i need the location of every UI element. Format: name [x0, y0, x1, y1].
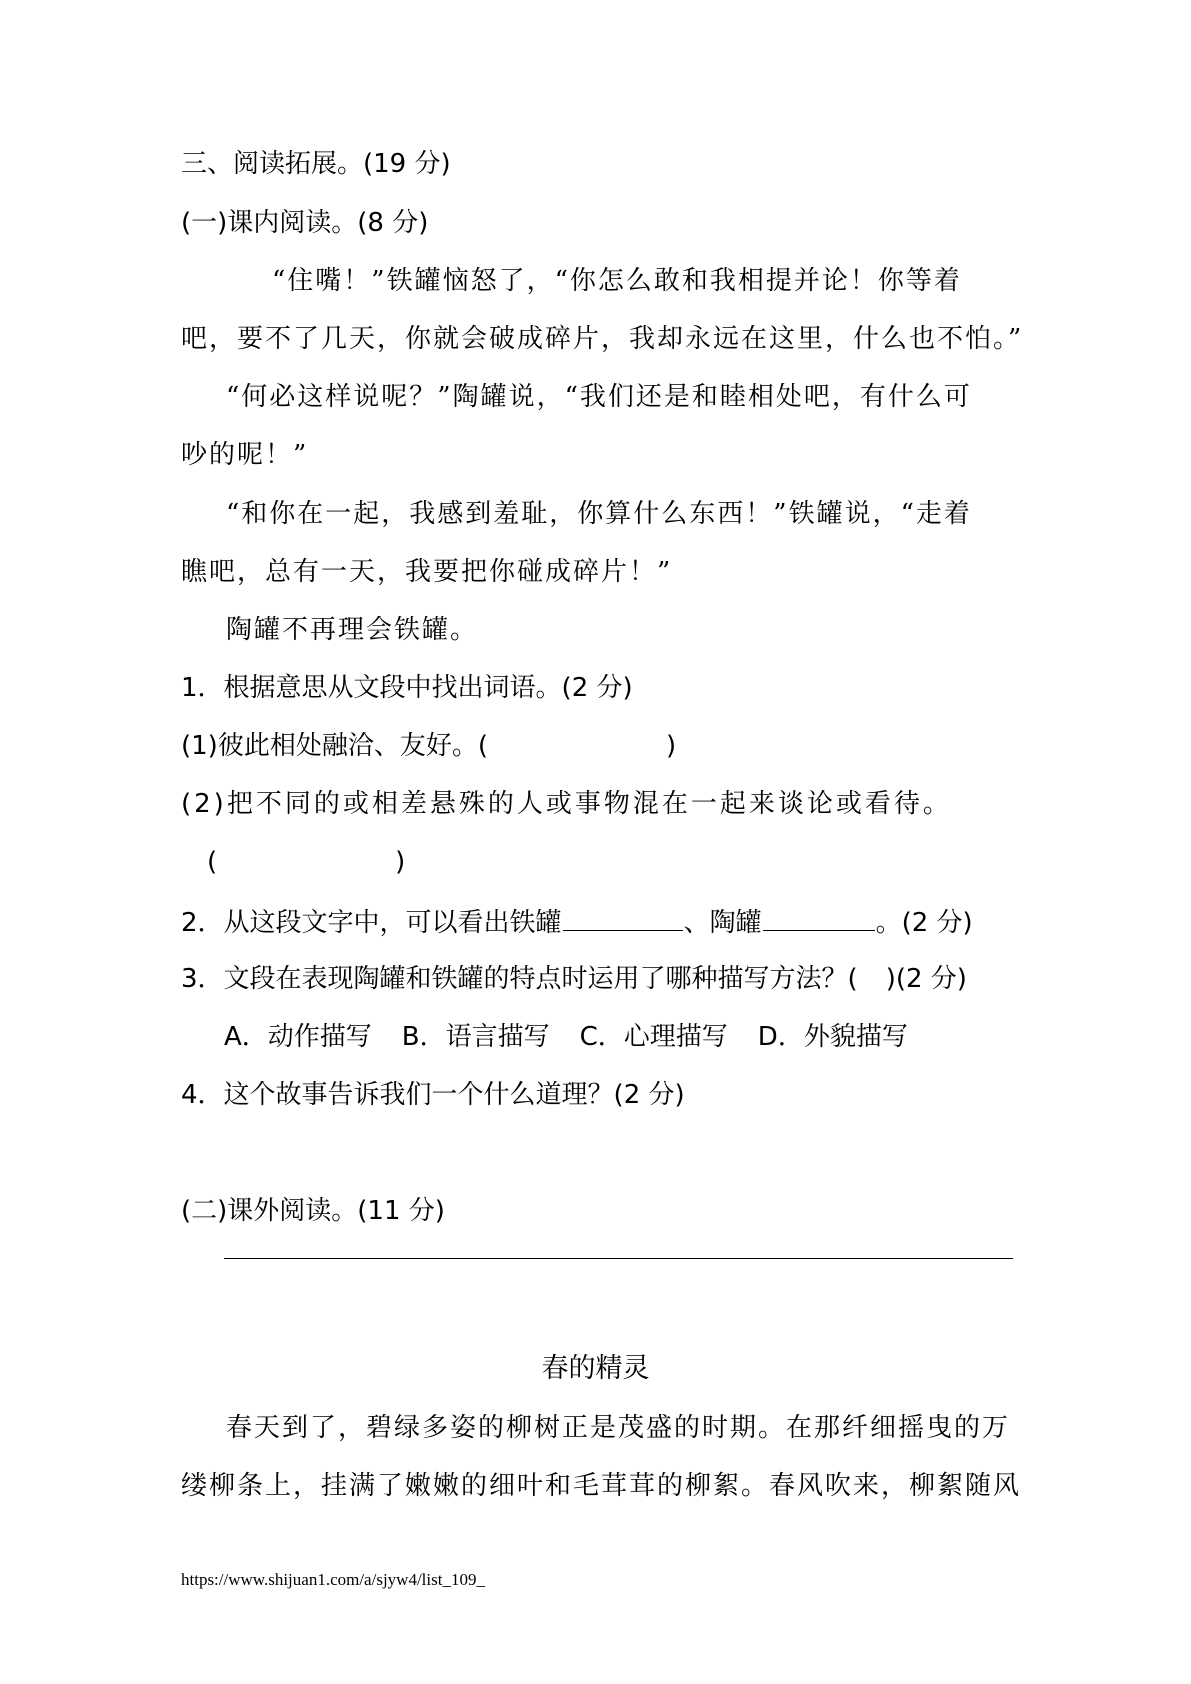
question-3-text: 文段在表现陶罐和铁罐的特点时运用了哪种描写方法？( — [223, 964, 858, 994]
question-4-number: 4． — [181, 1080, 224, 1110]
footer-url: https://www.shijuan1.com/a/sjyw4/list_109_ — [181, 1570, 485, 1589]
question-1 — [181, 671, 1011, 705]
question-1-1-close: ) — [665, 731, 677, 761]
part1-heading: (一)课内阅读。(8 分) — [181, 208, 429, 238]
question-1-number: 1． — [181, 673, 224, 703]
part2-heading: (二)课外阅读。(11 分) — [181, 1196, 445, 1226]
passage-line-4: 吵的呢！” — [181, 440, 309, 470]
question-2-text-a: 从这段文字中，可以看出铁罐 — [223, 908, 562, 938]
option-d[interactable]: D．外貌描写 — [757, 1022, 908, 1052]
question-4-answer-line[interactable] — [224, 1258, 1013, 1259]
passage-line-6: 瞧吧，总有一天，我要把你碰成碎片！” — [181, 557, 673, 587]
passage-line-5: “和你在一起，我感到羞耻，你算什么东西！”铁罐说，“走着 — [226, 499, 972, 529]
option-b[interactable]: B．语言描写 — [401, 1022, 550, 1052]
option-c[interactable]: C．心理描写 — [579, 1022, 728, 1052]
passage-line-2: 吧，要不了几天，你就会破成碎片，我却永远在这里，什么也不怕。” — [181, 324, 1024, 354]
part2-title: 春的精灵 — [541, 1353, 650, 1384]
section-heading: 三、阅读拓展。(19 分) — [181, 149, 451, 179]
passage-line-7: 陶罐不再理会铁罐。 — [226, 615, 479, 645]
question-2-text-c: 。(2 分) — [875, 908, 973, 938]
part2-passage-line-1: 春天到了，碧绿多姿的柳树正是茂盛的时期。在那纤细摇曳的万 — [226, 1413, 1011, 1443]
question-1-2-close: ) — [395, 847, 406, 877]
question-1-2-open: ( — [207, 847, 218, 877]
question-3 — [181, 962, 1011, 996]
question-1-text: 根据意思从文段中找出词语。(2 分) — [223, 673, 633, 703]
part2-passage-line-2: 缕柳条上，挂满了嫩嫩的细叶和毛茸茸的柳絮。春风吹来，柳絮随风 — [181, 1471, 1022, 1501]
question-3-number: 3． — [181, 964, 224, 994]
question-4-text: 这个故事告诉我们一个什么道理？(2 分) — [223, 1080, 685, 1110]
question-2-number: 2． — [181, 908, 224, 938]
question-3-options — [224, 1020, 1054, 1054]
question-4 — [181, 1078, 1011, 1112]
question-1-2: (2)把不同的或相差悬殊的人或事物混在一起来谈论或看待。 — [181, 789, 952, 819]
question-2-blank-iron[interactable] — [563, 904, 683, 931]
question-1-2-answer — [207, 845, 1037, 879]
question-2 — [181, 904, 1011, 940]
passage-line-3: “何必这样说呢？”陶罐说，“我们还是和睦相处吧，有什么可 — [226, 382, 972, 412]
question-2-text-b: 、陶罐 — [683, 908, 762, 938]
question-1-1 — [181, 729, 1011, 763]
question-2-blank-clay[interactable] — [763, 904, 875, 931]
question-1-1-text: (1)彼此相处融洽、友好。( — [181, 731, 488, 761]
question-3-close: )(2 分) — [885, 964, 967, 994]
passage-line-1: “住嘴！”铁罐恼怒了，“你怎么敢和我相提并论！你等着 — [272, 266, 962, 296]
option-a[interactable]: A．动作描写 — [224, 1022, 372, 1052]
